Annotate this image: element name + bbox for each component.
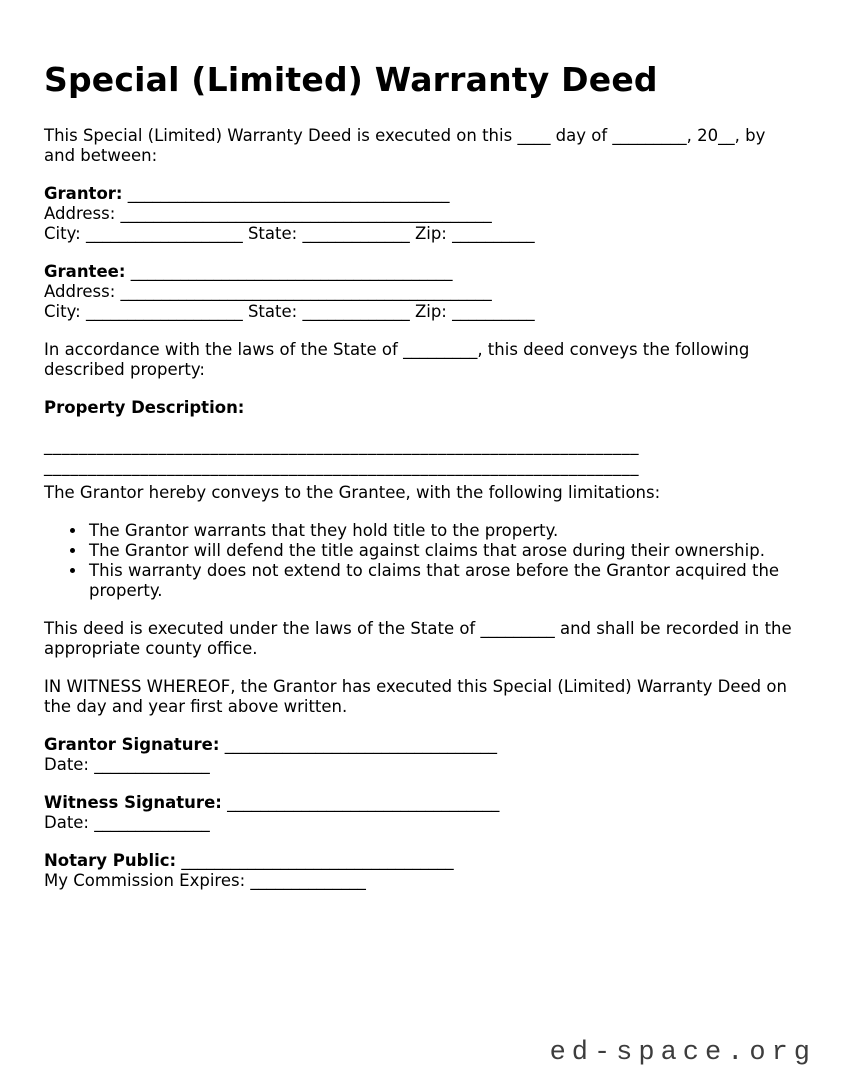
conveyance-intro-paragraph: The Grantor hereby conveys to the Grantee, with the following limitations: [44, 483, 661, 502]
grantor-signature-section [44, 735, 800, 775]
witness-signature-blank: _________________________________ [227, 793, 500, 812]
grantor-name-row [44, 184, 800, 204]
property-description-line-1: ____________________________________________________________________ [44, 436, 639, 455]
footer-watermark: ed-space.org [549, 1038, 816, 1068]
grantor-city-blank: ___________________ [85, 224, 243, 243]
grantor-address-label: Address: [44, 204, 116, 223]
execution-paragraph: This deed is executed under the laws of the State of _________ and shall be recorded in the appropriate county office. [44, 619, 792, 658]
property-description-blanks [44, 435, 800, 477]
limitation-item-3: • This warranty does not extend to claims that arose before the Grantor acquired the property. [87, 561, 800, 601]
grantee-address-label: Address: [44, 282, 116, 301]
grantee-state-blank: _____________ [302, 302, 410, 321]
grantor-label: Grantor: [44, 184, 123, 203]
document-title: Special (Limited) Warranty Deed [44, 60, 658, 99]
grantee-address-row [44, 282, 800, 302]
grantor-signature-blank: _________________________________ [224, 735, 497, 754]
grantee-city-state-zip-row [44, 302, 800, 322]
commission-expires-label: My Commission Expires: [44, 871, 246, 890]
grantee-section [44, 262, 800, 322]
accordance-paragraph: In accordance with the laws of the State of _________, this deed conveys the following described property: [44, 340, 750, 379]
notary-section [44, 851, 800, 891]
grantor-zip-label: Zip: [414, 224, 447, 243]
grantee-zip-label: Zip: [414, 302, 447, 321]
grantee-address-blank: _____________________________________________ [120, 282, 492, 301]
grantor-date-blank: ______________ [94, 755, 210, 774]
intro-paragraph: This Special (Limited) Warranty Deed is executed on this ____ day of _________, 20__, by and between: [44, 126, 766, 165]
witness-signature-row [44, 793, 800, 813]
grantor-date-label: Date: [44, 755, 89, 774]
commission-expires-row [44, 871, 800, 891]
grantor-city-label: City: [44, 224, 81, 243]
grantor-date-row [44, 755, 800, 775]
grantor-state-blank: _____________ [302, 224, 410, 243]
notary-public-blank: _________________________________ [181, 851, 454, 870]
grantor-section [44, 184, 800, 244]
grantee-name-row [44, 262, 800, 282]
grantor-address-blank: _____________________________________________ [120, 204, 492, 223]
witness-whereof-paragraph: IN WITNESS WHEREOF, the Grantor has executed this Special (Limited) Warranty Deed on the day and year first above written. [44, 677, 787, 716]
grantor-address-row [44, 204, 800, 224]
grantor-city-state-zip-row [44, 224, 800, 244]
notary-public-label: Notary Public: [44, 851, 177, 870]
grantor-state-label: State: [247, 224, 298, 243]
notary-public-row [44, 851, 800, 871]
grantor-signature-label: Grantor Signature: [44, 735, 220, 754]
grantee-city-blank: ___________________ [85, 302, 243, 321]
grantor-zip-blank: __________ [452, 224, 535, 243]
witness-signature-label: Witness Signature: [44, 793, 222, 812]
grantee-label: Grantee: [44, 262, 126, 281]
grantee-zip-blank: __________ [452, 302, 535, 321]
witness-date-row [44, 813, 800, 833]
grantee-name-blank: _______________________________________ [130, 262, 453, 281]
grantor-name-blank: _______________________________________ [127, 184, 450, 203]
limitations-list [44, 521, 800, 601]
limitation-item-1: • The Grantor warrants that they hold title to the property. [87, 521, 800, 541]
limitation-item-2: • The Grantor will defend the title against claims that arose during their ownership. [87, 541, 800, 561]
property-description-heading: Property Description: [44, 398, 245, 417]
witness-date-label: Date: [44, 813, 89, 832]
grantor-signature-row [44, 735, 800, 755]
witness-date-blank: ______________ [94, 813, 210, 832]
property-description-line-2: ____________________________________________________________________ [44, 457, 639, 476]
commission-expires-blank: ______________ [250, 871, 366, 890]
grantee-city-label: City: [44, 302, 81, 321]
grantee-state-label: State: [247, 302, 298, 321]
witness-signature-section [44, 793, 800, 833]
